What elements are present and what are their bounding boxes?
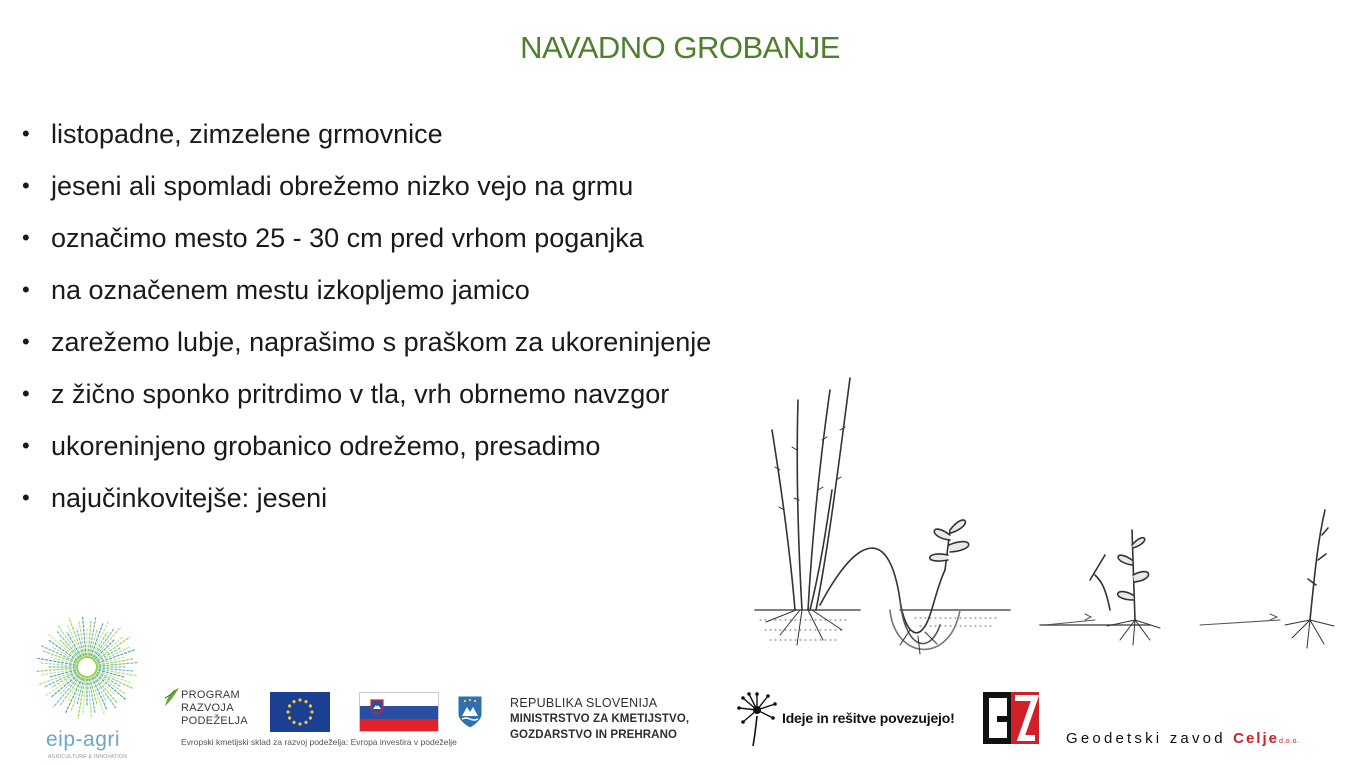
bullet-item (22, 160, 711, 212)
bullet-item (22, 212, 711, 264)
ministry-line: MINISTRSTVO ZA KMETIJSTVO, (510, 713, 690, 725)
bullet-dot: • (22, 485, 30, 510)
ministry-line: GOZDARSTVO IN PREHRANO (510, 729, 678, 741)
bullet-dot: • (22, 225, 30, 250)
prp-line: PODEŽELJA (181, 715, 248, 727)
eip-agri-wordmark: eip-agri (46, 728, 121, 751)
bullet-item (22, 264, 711, 316)
eip-agri-subtitle: AGRICULTURE & INNOVATION (48, 754, 128, 760)
bullet-dot: • (22, 433, 30, 458)
bullet-dot: • (22, 277, 30, 302)
bullet-item (22, 420, 711, 472)
bullet-text: listopadne, zimzelene grmovnice (51, 119, 443, 149)
bullet-text: na označenem mestu izkopljemo jamico (51, 275, 530, 305)
layering-illustration (750, 370, 1350, 670)
bullet-text: ukoreninjeno grobanico odrežemo, presadimo (51, 431, 601, 461)
bullet-dot: • (22, 173, 30, 198)
bullet-item (22, 316, 711, 368)
prp-line: RAZVOJA (181, 702, 234, 714)
gz-city: Celje (1233, 730, 1279, 747)
gz-name: Geodetski zavod (1066, 730, 1226, 747)
eu-flag-icon (270, 692, 330, 732)
prp-caption: Evropski kmetijski sklad za razvoj podeželja: Evropa investira v podeželje (181, 737, 457, 747)
dandelion-icon (735, 690, 780, 748)
bullet-dot: • (22, 381, 30, 406)
bullet-dot: • (22, 329, 30, 354)
slogan-text: Ideje in rešitve povezujejo! (782, 710, 955, 726)
slide-title: NAVADNO GROBANJE (520, 30, 840, 65)
slovenia-flag-icon (359, 692, 439, 732)
ministry-logo (510, 695, 689, 743)
gz-wordmark (1066, 730, 1299, 747)
bullet-text: jeseni ali spomladi obrežemo nizko vejo na grmu (51, 171, 634, 201)
bullet-text: zarežemo lubje, naprašimo s praškom za ukoreninjenje (51, 327, 712, 357)
prp-line: PROGRAM (181, 689, 240, 701)
bullet-text: najučinkovitejše: jeseni (51, 483, 328, 513)
slovenia-crest-icon (370, 699, 384, 715)
bullet-dot: • (22, 121, 30, 146)
leaf-icon (163, 686, 181, 708)
bullet-item (22, 108, 711, 160)
gz-suffix: d.o.o. (1278, 738, 1300, 745)
bullet-list (22, 108, 711, 524)
bullet-item (22, 472, 711, 524)
bullet-item (22, 368, 711, 420)
bullet-text: označimo mesto 25 - 30 cm pred vrhom poganjka (51, 223, 644, 253)
bullet-text: z žično sponko pritrdimo v tla, vrh obrnemo navzgor (51, 379, 670, 409)
ministry-line: REPUBLIKA SLOVENIJA (510, 696, 658, 710)
coat-of-arms-icon (456, 694, 484, 730)
prp-logo (163, 686, 253, 736)
gz-logo-icon (983, 692, 1041, 746)
